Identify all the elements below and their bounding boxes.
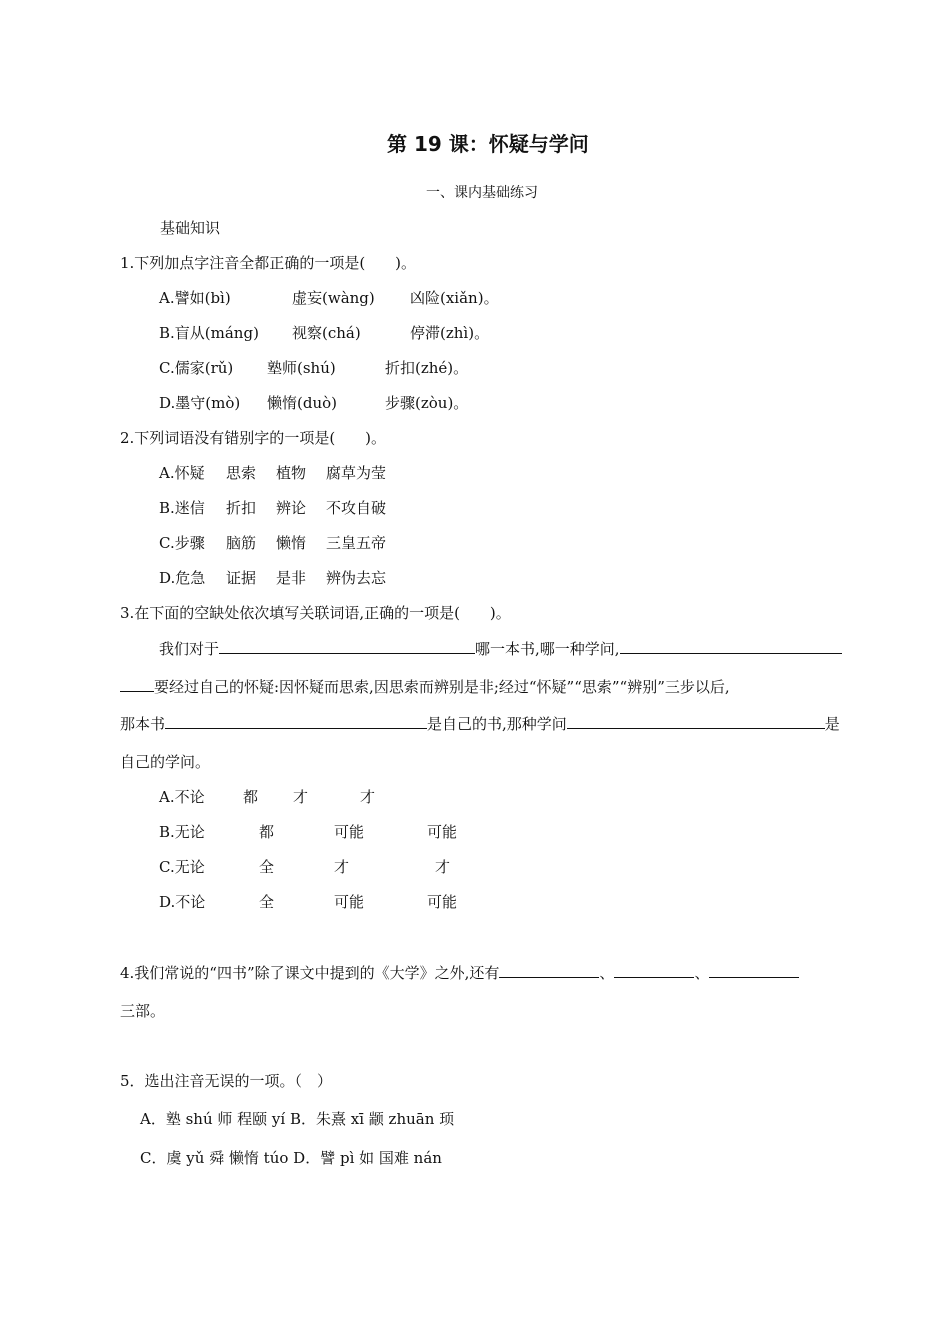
q1-c-3: 折扣(zhé)。 [385,359,469,377]
q2-c-1: C.步骤 [159,534,205,552]
q1-b-1: B.盲从(máng) [159,324,259,342]
q2-b-4: 不攻自破 [326,499,387,517]
q3-passage-line-1 [159,638,842,659]
subsection-heading: 基础知识 [160,219,221,237]
q3-passage-line-2 [120,676,730,697]
q3-blank-2[interactable] [620,638,842,654]
q2-d-2: 证据 [226,569,257,587]
q2-c-2: 脑筋 [226,534,257,552]
section-heading: 一、课内基础练习 [426,185,538,201]
q3-d-1: D.不论 [159,893,206,911]
q3-text: 是 [824,715,840,733]
q3-stem: 3.在下面的空缺处依次填写关联词语,正确的一项是( )。 [120,604,511,622]
q2-b-3: 辨论 [276,499,307,517]
q4-blank-1[interactable] [499,962,599,978]
q3-c-2: 全 [259,858,275,876]
q3-c-4: 才 [435,858,451,876]
q3-passage-line-3 [120,713,840,734]
q3-c-1: C.无论 [159,858,205,876]
q2-c-3: 懒惰 [276,534,307,552]
q2-d-3: 是非 [276,569,307,587]
q1-d-3: 步骤(zòu)。 [385,394,469,412]
q1-c-1: C.儒家(rǔ) [159,359,234,377]
q5-options-line-2: C．虞 yǔ 舜 懒惰 túo D．譬 pì 如 国难 nán [140,1149,442,1167]
q4-text: 4.我们常说的“四书”除了课文中提到的《大学》之外,还有 [120,964,500,982]
q2-a-3: 植物 [276,464,307,482]
q1-d-1: D.墨守(mò) [159,394,241,412]
q1-c-2: 塾师(shú) [267,359,336,377]
q3-blank-2-cont[interactable] [120,676,154,692]
q3-text: 那本书 [120,715,166,733]
q3-d-3: 可能 [334,893,365,911]
q3-b-3: 可能 [334,823,365,841]
q3-b-2: 都 [259,823,275,841]
q4-end: 三部。 [120,1002,166,1020]
q1-a-1: A.譬如(bì) [159,289,231,307]
q4-separator: 、 [694,964,710,982]
q2-c-4: 三皇五帝 [326,534,387,552]
q3-d-4: 可能 [427,893,458,911]
q3-a-4: 才 [360,788,376,806]
q3-d-2: 全 [259,893,275,911]
q2-a-2: 思索 [226,464,257,482]
q3-b-1: B.无论 [159,823,205,841]
q5-stem: 5．选出注音无误的一项。（ ） [120,1072,333,1090]
q2-a-1: A.怀疑 [159,464,205,482]
page-title: 第 19 课：怀疑与学问 [387,132,589,156]
q3-text: 是自己的书,那种学问 [427,715,567,733]
q3-b-4: 可能 [427,823,458,841]
q3-passage-line-4: 自己的学问。 [120,753,211,771]
q1-b-3: 停滞(zhì)。 [410,324,490,342]
q3-a-2: 都 [243,788,259,806]
q3-blank-4[interactable] [567,713,825,729]
q4-blank-3[interactable] [709,962,799,978]
q3-text: 哪一本书,哪一种学问, [475,640,620,658]
q3-c-3: 才 [334,858,350,876]
q3-a-3: 才 [293,788,309,806]
q3-blank-3[interactable] [165,713,427,729]
q3-text: 要经过自己的怀疑:因怀疑而思索,因思索而辨别是非;经过“怀疑”“思索”“辨别”三步以后, [154,678,730,696]
q1-d-2: 懒惰(duò) [267,394,337,412]
q5-options-line-1: A．塾 shú 师 程颐 yí B．朱熹 xī 颛 zhuān 顼 [140,1110,455,1128]
q3-a-1: A.不论 [159,788,205,806]
q1-b-2: 视察(chá) [292,324,361,342]
q2-stem: 2.下列词语没有错别字的一项是( )。 [120,429,387,447]
q1-stem: 1.下列加点字注音全都正确的一项是( )。 [120,254,417,272]
q4-separator: 、 [599,964,615,982]
q2-b-1: B.迷信 [159,499,205,517]
q3-text: 我们对于 [159,640,220,658]
q1-a-2: 虚妄(wàng) [292,289,375,307]
q2-a-4: 腐草为莹 [326,464,387,482]
q1-a-3: 凶险(xiǎn)。 [410,289,499,307]
q2-d-4: 辨伪去忘 [326,569,387,587]
q3-blank-1[interactable] [219,638,475,654]
q4-blank-2[interactable] [614,962,694,978]
q4-stem [120,962,799,983]
q2-d-1: D.危急 [159,569,206,587]
q2-b-2: 折扣 [226,499,257,517]
